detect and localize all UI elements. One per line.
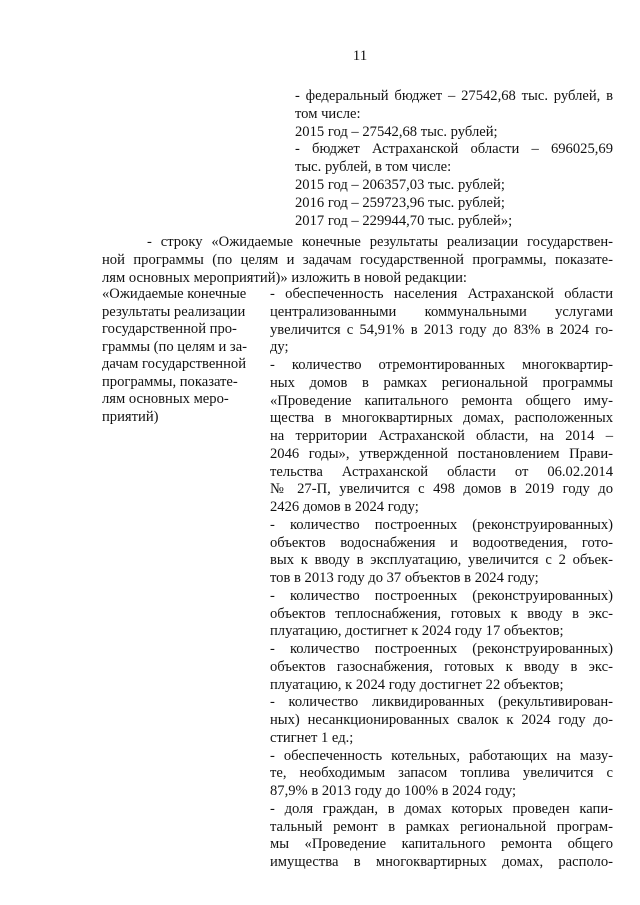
left-line: граммы (по целям и за- xyxy=(102,338,248,355)
right-line: объектов газоснабжения, готовых к вводу в экс- xyxy=(270,658,613,675)
left-line: дачам государственной xyxy=(102,356,247,372)
right-line: - количество отремонтированных многоквартир- xyxy=(270,357,613,373)
right-line: плуатацию, к 2024 году достигнет 22 объектов; xyxy=(270,676,564,693)
right-line: тов в 2013 году до 37 объектов в 2024 году; xyxy=(270,570,539,586)
right-line: - обеспеченность населения Астраханской области xyxy=(270,286,613,302)
right-line: вых к вводу в эксплуатацию, увеличится с 2 объек- xyxy=(270,552,613,569)
right-line: мы «Проведение капитального ремонта общего xyxy=(270,836,613,853)
budget-line: 2017 год – 229944,70 тыс. рублей»; xyxy=(295,212,513,229)
budget-line: 2015 год – 27542,68 тыс. рублей; xyxy=(295,123,498,140)
right-line: ду; xyxy=(270,339,289,356)
budget-line: - федеральный бюджет – 27542,68 тыс. рублей, в xyxy=(295,88,613,104)
right-line: объектов теплоснабжения, готовых к вводу в экс- xyxy=(270,605,613,622)
budget-line: 2015 год – 206357,03 тыс. рублей; xyxy=(295,176,505,193)
right-line: - количество построенных (реконструированных) xyxy=(270,641,613,657)
right-line: «Проведение капитального ремонта общего иму- xyxy=(270,392,613,409)
page-number: 11 xyxy=(352,48,368,64)
budget-line: том числе: xyxy=(295,105,361,122)
right-line: - количество построенных (реконструированных) xyxy=(270,587,613,604)
right-line: имущества в многоквартирных домах, располо- xyxy=(270,854,613,870)
right-line: 2046 годы», утвержденной постановлением Прави- xyxy=(270,445,613,462)
right-line: щества в многоквартирных домах, расположенных xyxy=(270,410,613,427)
right-line: - обеспеченность котельных, работающих на мазу- xyxy=(270,747,613,764)
left-line: лям основных меро- xyxy=(102,391,229,407)
right-line: - доля граждан, в домах которых проведен капи- xyxy=(270,800,613,817)
right-line: 2426 домов в 2024 году; xyxy=(270,499,419,515)
right-line: централизованными коммунальными услугами xyxy=(270,303,613,320)
left-line: результаты реализации xyxy=(102,303,246,320)
right-line: тельства Астраханской области от 06.02.2014 xyxy=(270,463,613,480)
intro-line: лям основных мероприятий)» изложить в новой редакции: xyxy=(102,270,467,286)
right-line: ных домов в рамках региональной программы xyxy=(270,374,613,391)
intro-line: - строку «Ожидаемые конечные результаты реализации государствен- xyxy=(147,234,613,250)
table-left-column xyxy=(102,286,262,426)
right-line: те, необходимым запасом топлива увеличится с xyxy=(270,765,613,782)
left-line: государственной про- xyxy=(102,321,237,337)
right-line: 87,9% в 2013 году до 100% в 2024 году; xyxy=(270,783,517,799)
right-line: увеличится с 54,91% в 2013 году до 83% в 2024 го- xyxy=(270,321,613,338)
intro-line: ной программы (по целям и задачам государственной программы, показате- xyxy=(102,252,613,268)
budget-line: - бюджет Астраханской области – 696025,69 xyxy=(295,141,613,158)
right-line: на территории Астраханской области, на 2014 – xyxy=(270,428,613,444)
right-line: № 27-П, увеличится с 498 домов в 2019 году до xyxy=(270,481,613,498)
right-line: объектов водоснабжения и водоотведения, гото- xyxy=(270,534,613,551)
right-line: плуатацию, достигнет к 2024 году 17 объектов; xyxy=(270,623,564,640)
right-line: стигнет 1 ед.; xyxy=(270,729,354,746)
budget-line: 2016 год – 259723,96 тыс. рублей; xyxy=(295,194,505,211)
budget-line: тыс. рублей, в том числе: xyxy=(295,159,452,176)
left-line: приятий) xyxy=(102,408,159,425)
budget-block xyxy=(295,88,613,230)
right-line: тальный ремонт в рамках региональной програм- xyxy=(270,818,613,835)
right-line: ных) несанкционированных свалок к 2024 году до- xyxy=(270,712,613,728)
intro-paragraph xyxy=(102,233,613,287)
table-right-column xyxy=(270,286,613,872)
left-line: «Ожидаемые конечные xyxy=(102,286,247,302)
right-line: - количество ликвидированных (рекультивирован- xyxy=(270,694,613,711)
left-line: программы, показате- xyxy=(102,373,238,390)
right-line: - количество построенных (реконструированных) xyxy=(270,516,613,533)
